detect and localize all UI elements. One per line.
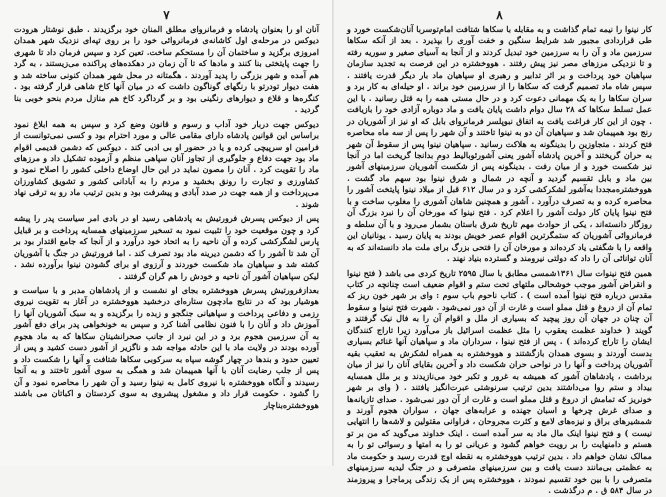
book-gutter xyxy=(332,0,334,466)
left-paragraph-3: پس از دیوکس پسرش فرورتیش به پادشاهی رسید او در بادی امر سیاست پدر را پیشه کرد و چون موقعیت خود را تثبیت نمود به تسخیر سرزمینهای همسایه پرداخت و بر قبایل پارس لشگرکشی کرده و آن ناحیه را به اتحاد خود درآورد و از آنجا که جامع اقتدار بود بر آن شد تا آشور را که دشمن دیرینه ماد بود تصرف کند . اما فرورتیش در جنگ با آشوریان کشته شد و سپاهیان ماد شکست خوردند و آرزوی او برای گشودن نینوا برآورده نشد . لیکن سپاهیان آشور آن ناحیه و خودش را هم گران گرفتند . xyxy=(14,213,319,281)
left-page-body xyxy=(14,24,319,411)
right-page-number: ۸ xyxy=(496,8,503,22)
left-paragraph-2: دیوکس جهت دربار خود آداب و رسوم و قانون وضع کرد و سپس به همه ابلاغ نمود براساس این قوانین پادشاه دارای مقامی عالی و مورد احترام بود و کسی نمی‌توانست از فرامین او سرپیچی کرده و یا در حضور او بی ادبی کند . دیوکس که دشمن قدیمی اقوام ماد بود جهت دفاع و جلوگیری از تجاوز آنان سپاهی منظم و آزموده تشکیل داد و مرزهای ماد را تقویت کرد . آنان را مصون نماید در این حال اوضاع داخلی کشور را اصلاح نمود و کشاورزی و تجارت را رونق بخشید و مردم را به آبادانی کشور و تشویق کشاورزان می‌پرداخت و از همه جهت در صدد آبادی و پیشرفت بود و بدین ترتیب ماد رو به ترقی نهاد شوند . xyxy=(14,118,319,209)
right-page-body xyxy=(347,24,652,497)
right-paragraph-2: همین فتح نینوات سال ۱۳۶۱شمسی مطابق با سال ۲۵۹۵ تاریخ کردی می باشد ( فتح نینوا و انقراض آشور موجب خوشحالی ملتهای تحت ستم و اقوام ضعیف است چنانچه در کتاب مقدس درباره فتح نینوا آمده است ) . کتاب ناحوم باب سوم : وای بر شهر خون ریز که تمام آن از دروغ و قتل مملو است و غارت از آن دور نمی‌شود . شهرت فتح نینوا و سقوط آن چنان در جهان آن روز پیچید که بسیاری از ملل و اقوام آن را به فال نیک گرفتند و گویند ( خداوند عظمت یعقوب را مثل عظمت اسرائیل باز می‌آورد زیرا تاراج کنندگان ایشان را تاراج کرده‌اند ) . پس از فتح نینوا ، سرداران ماد و سپاهیان آنها غنائم بسیاری بدست آوردند و بسوی همدان بازگشتند و هووخشتره به همراه لشکرش به تعقیب بقیه آشوریان پرداخت و آنها را در نواحی حران شکست داد و آخرین بقایای آنان را نیز از میان برداشت ، پادشاهان آشور که همیشه به غرور و تکبر خود می‌نازیدند و بر ملل همسایه بیداد و ستم روا می‌داشتند بدین ترتیب سرنوشتی عبرت‌انگیز یافتند . ( وای بر شهر خونریز که تمامش از دروغ و قتل مملو است و غارت از آن دور نمی‌شود . صدای تازیانه‌ها و صدای غرش چرخها و اسبان جهنده و عرابه‌های جهان ، سواران هجوم آورند و شمشیرهای براق و نیزه‌های لامع و کثرت مجروحان ، فراوانی مقتولین و لاشه‌ها را انتهایی نیست ) و فتح نینوا اینک مال ماد به سر آمده است . اینک خداوند می‌گوید که من بر تو هستم و دامنهایت را بر رویت خواهم گشود و عریانی تو را به امتها و رسوائی تو را به ممالک نشان خواهم داد . بدین ترتیب هووخشتره به نقطه اوج قدرت رسید و حکومت ماد به عظمتی بی‌مانند دست یافت و بین سرزمینهای متصرفی و در جنگ لیدیه سرزمینهای متصرفی را با بین خود تقسیم نمودند ، هووخشتره پس از یک زندگی پرماجرا و پیروزمند در سال ۵۸۴ ق . م درگذشت . xyxy=(347,267,653,496)
left-paragraph-1: آنان او را بعنوان پادشاه و فرمانروای مطلق المنان خود برگزیدند . طبق نوشتار هرودت دیوکس در مرحله‌ی اول کاشانه‌ی فرمانروائی خود را بر روی تپه‌ای نزدیک شهر همدان امروزی برگزید و ساختمان آن را مستحکم ساخت. تعین کرد و سپس فرمان داد تا شهری را جهت پایتختی بنا کنند و مادها که تا آن زمان در دهکده‌های پراکنده می‌زیستند ، به گرد هم آمده و شهر بزرگی را پدید آوردند . هگمتانه در محل شهر همدان کنونی ساخته شد و هفت دیوار تودرتو با رنگهای گوناگون داشت که در میان آنها کاخ شاهی قرار گرفته بود . کنگره‌ها و قلاع و دیوارهای رنگینی بود و بر گرداگرد کاخ هم منازل مردم بنحو خوبی بنا گردید . xyxy=(14,24,319,115)
right-paragraph-1: کار نینوا را نیمه تمام گذاشت و به مقابله با سکاها شتافت امام‌توسربا آنان‌شکست خورد و طی قراردادی مجبور شد شرایط سنگین و خفت آوری را بپذیرد . بعد از آنکه سکاها سرزمین ماد و آن را به سرزمین خود تبدیل کردند و از آنجا به آسیای صغیر و سوریه رفته و تا نزدیکی مرزهای مصر نیز پیش رفتند . هووخشتره در این فرصت به تجدید سازمان سپاهیان خود پرداخت و بر اثر تدابیر و رهبری او سپاهیان ماد بار دیگر قدرت یافتند . سپس شاه ماد تصمیم گرفت که سکاها را از سرزمین خود براند . او حیله‌ای به کار برد و سران سکاها را به یک مهمانی دعوت کرد و در حال مستی همه را به قتل رسانید . با این عمل تسلط سکاها که ۲۸ سال دوام داشت پایان یافت و ماد دوباره آزادی خود را بازیافت . چون از این کار فراغت یافت به اتفاق نبوپلسر فرمانروای بابل که او نیز از آشوریان در رنج بود همپیمان شد و سپاهیان آن دو به نینوا تاختند و آن شهر را پس از سه ماه محاصره فتح کردند . متجاوزین را بدینگونه به هلاکت رسانید . سپاهیان نینوا پس از سقوط آن شهر به حران گریختند و آخرین پادشاه آشور یعنی آشورئوبالیط دوم بدانجا گریخت اما در آنجا نیز شکست خورد و از میان رفت . بدینگونه پس از شکست آشوریان سرزمینهای آشور بین ماد و بابل تقسیم گردید و آنچه در شمال و شرق نینوا بود سهم ماد گشت . هووخشتره‌مجددا به‌آشور لشکرکشی کرد و در سال ۶۱۲ قبل از میلاد نینوا پایتخت آشور را محاصره کرده و به تصرف درآورد . آشور و همچنین شاهان آشوری را مغلوب ساخت و با فتح نینوا پایان کار دولت آشور را اعلام کرد . فتح نینوا که مورخان آن را نبرد بزرگ آن روزگار دانسته‌اند ، یکی از حوادث مهم تاریخ شرق باستان بشمار می‌رود و با آن سلطه و فرمانروائی آشوریان که ستمگرترین اقوام عصر خویش بودند به پایان رسید . یونانیان این واقعه را با شگفتی یاد کرده‌اند و مورخان آن را فتحی بزرگ برای ملت ماد دانسته‌اند که به آنان توانائی آن را داد که دولتی نیرومند و گسترده بنیاد نهند . xyxy=(347,24,653,264)
right-page xyxy=(333,0,666,496)
left-paragraph-4: بعدازفرورتیش پسرش هووخشتره بجای او نشست و از پادشاهان مدبر و با سیاست و هوشیار بود که در نتایج مادچون ستاره‌ای درخشید هووخشتره در آغاز به تقویت نیروی رزمی و دفاعی پرداخت و سپاهیانی جنگجو و زبده را برگزیده و به سبک آشوریان آنها را آموزش داد و آنان را با فنون نظامی آشنا کرد و سپس به خونخواهی پدر برای دفع آشور به آن سرزمین هجوم برد و در این نبرد از جانب صحرانشینان سکاها که به ماد هجوم آورده بودند در ولایت ماد با این حادثه مواجه شد و ناگزیر از آشور دست کشید و پس از تعیین حدود و بندها در چهار گوشه سپاه به سرکوبی سکاها شتافت و آنها را شکست داد و پس از جلب رضایت آنان با آنها همپیمان شد و همگی به سوی آشور تاختند و به آنجا رسیدند و آنگاه هووخشتره با نیروی کامل به نینوا رسید و آن شهر را محاصره نمود و آن را گشود . حکومت قرار داد و مشغول پیشروی به سوی کردستان و اکباتان می باشند هووخشتره‌بناچار xyxy=(14,284,319,410)
left-page-number: ۷ xyxy=(163,8,170,22)
left-page xyxy=(0,0,333,466)
